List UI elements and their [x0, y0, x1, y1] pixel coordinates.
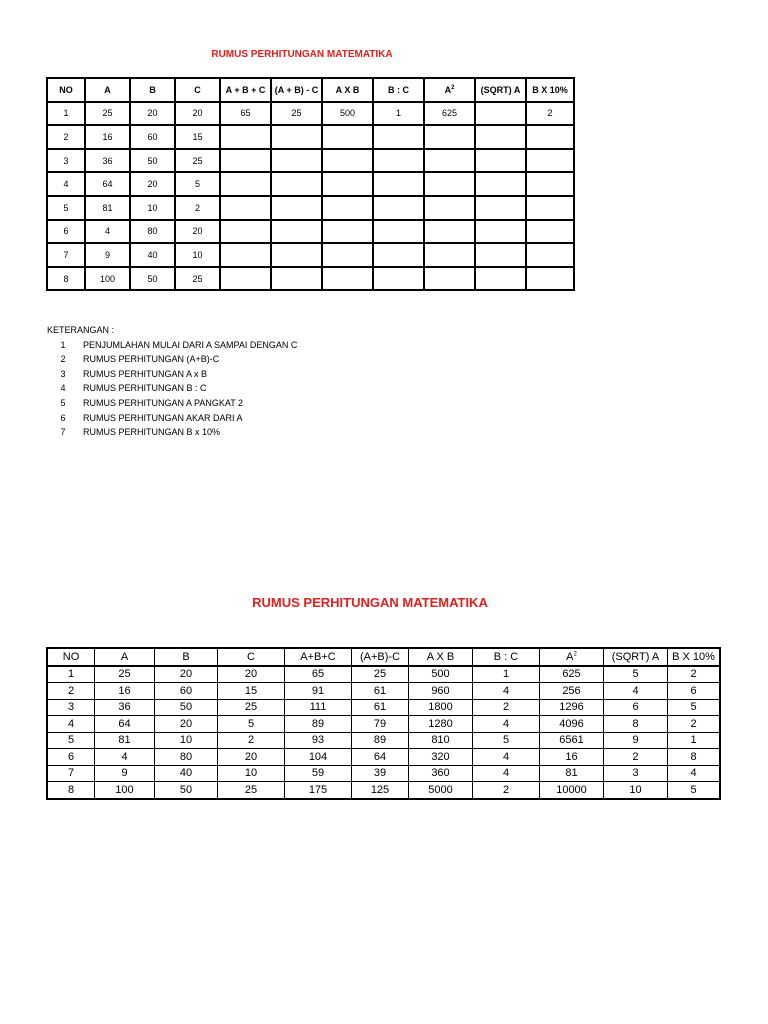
table-cell: [373, 220, 424, 244]
table-row: [47, 149, 574, 173]
table-cell: 5: [47, 196, 85, 220]
table-cell: 64: [352, 749, 409, 766]
table-cell: 10: [155, 732, 218, 749]
table-row: [47, 683, 720, 700]
notes-heading: KETERANGAN :: [47, 325, 115, 335]
table-cell: 1800: [409, 699, 473, 716]
table-row: [47, 699, 720, 716]
table-cell: [526, 220, 574, 244]
table-cell: 5: [473, 732, 540, 749]
table-cell: 89: [285, 716, 352, 733]
table-cell: 125: [352, 782, 409, 799]
table-cell: [526, 267, 574, 291]
table-cell: 175: [285, 782, 352, 799]
table-cell: 2: [668, 716, 721, 733]
table-cell: 5000: [409, 782, 473, 799]
table-cell: 2: [218, 732, 285, 749]
column-header: A: [95, 648, 155, 666]
table-cell: 1280: [409, 716, 473, 733]
table-cell: 104: [285, 749, 352, 766]
table-cell: 65: [220, 102, 271, 126]
table-cell: 25: [218, 699, 285, 716]
table-cell: 20: [155, 666, 218, 683]
table-cell: 4: [604, 683, 668, 700]
list-item-text: RUMUS PERHITUNGAN A x B: [83, 368, 208, 379]
table-row: [47, 196, 574, 220]
table-cell: 8: [668, 749, 721, 766]
table-cell: [322, 220, 373, 244]
table-cell: [271, 267, 322, 291]
table-cell: 25: [175, 149, 220, 173]
table-cell: 111: [285, 699, 352, 716]
table-row: [47, 716, 720, 733]
table-cell: [373, 267, 424, 291]
list-item-number: 3: [60, 368, 66, 379]
table-cell: 25: [175, 267, 220, 291]
column-header: A X B: [409, 648, 473, 666]
table-cell: 625: [540, 666, 604, 683]
table-cell: 40: [155, 765, 218, 782]
table-cell: 6: [47, 749, 95, 766]
table-cell: 10: [604, 782, 668, 799]
table-cell: 810: [409, 732, 473, 749]
column-header: A+B+C: [285, 648, 352, 666]
table-row: [47, 267, 574, 291]
table-cell: [271, 149, 322, 173]
table-cell: [220, 196, 271, 220]
table-cell: 16: [540, 749, 604, 766]
table-cell: [322, 149, 373, 173]
table-cell: 15: [218, 683, 285, 700]
table-cell: 4: [95, 749, 155, 766]
table-cell: 2: [47, 683, 95, 700]
table-cell: 1: [47, 666, 95, 683]
table-cell: 2: [47, 125, 85, 149]
table-cell: 2: [668, 666, 721, 683]
table-cell: 1: [373, 102, 424, 126]
list-item-text: RUMUS PERHITUNGAN (A+B)-C: [83, 354, 220, 365]
table-cell: 100: [95, 782, 155, 799]
column-header: B: [155, 648, 218, 666]
table-cell: [424, 196, 475, 220]
table-cell: 10: [218, 765, 285, 782]
table-cell: 6: [604, 699, 668, 716]
table-cell: 2: [526, 102, 574, 126]
table-cell: 100: [85, 267, 130, 291]
table-cell: 3: [47, 699, 95, 716]
table-cell: 500: [409, 666, 473, 683]
column-header: NO: [47, 648, 95, 666]
table-cell: 81: [95, 732, 155, 749]
table-cell: [373, 196, 424, 220]
column-header: B : C: [473, 648, 540, 666]
table-cell: 4: [473, 765, 540, 782]
table-cell: 5: [668, 782, 721, 799]
table-cell: [475, 267, 526, 291]
table-cell: 61: [352, 699, 409, 716]
column-header: B X 10%: [526, 78, 574, 102]
table-cell: 36: [95, 699, 155, 716]
table-cell: 3: [604, 765, 668, 782]
list-item-text: RUMUS PERHITUNGAN AKAR DARI A: [83, 412, 243, 423]
table-cell: 1: [47, 102, 85, 126]
table-cell: 1: [668, 732, 721, 749]
table-cell: 4096: [540, 716, 604, 733]
column-header: A X B: [322, 78, 373, 102]
table-cell: [322, 243, 373, 267]
table-cell: [475, 196, 526, 220]
table-cell: [271, 125, 322, 149]
table-cell: 2: [175, 196, 220, 220]
table-cell: [424, 125, 475, 149]
table-cell: 2: [473, 782, 540, 799]
table-cell: 79: [352, 716, 409, 733]
table-cell: 625: [424, 102, 475, 126]
table-cell: 25: [352, 666, 409, 683]
table-cell: [322, 172, 373, 196]
table-cell: [322, 267, 373, 291]
table-cell: 50: [155, 699, 218, 716]
list-item: [47, 411, 297, 426]
table-cell: 16: [85, 125, 130, 149]
table-cell: 8: [604, 716, 668, 733]
table-header-row: [47, 78, 574, 102]
list-item: [47, 396, 297, 411]
table-cell: 16: [95, 683, 155, 700]
table-cell: [220, 220, 271, 244]
table-cell: 20: [130, 102, 175, 126]
table-cell: [271, 243, 322, 267]
list-item-number: 6: [60, 412, 66, 423]
table-cell: 40: [130, 243, 175, 267]
table-cell: 6: [668, 683, 721, 700]
table-cell: [526, 125, 574, 149]
table-cell: 5: [604, 666, 668, 683]
table-cell: 93: [285, 732, 352, 749]
table-cell: 80: [155, 749, 218, 766]
table-row: [47, 782, 720, 799]
table-cell: [526, 196, 574, 220]
table-cell: 8: [47, 782, 95, 799]
list-item-text: RUMUS PERHITUNGAN B : C: [83, 383, 207, 394]
table-cell: [424, 243, 475, 267]
column-header: (A+B)-C: [352, 648, 409, 666]
page-title-completed: RUMUS PERHITUNGAN MATEMATIKA: [252, 595, 488, 610]
column-header: B X 10%: [668, 648, 721, 666]
table-cell: 36: [85, 149, 130, 173]
table-cell: [220, 172, 271, 196]
table-cell: [526, 243, 574, 267]
notes-section: [47, 323, 297, 440]
list-item-number: 2: [60, 354, 66, 365]
table-cell: 4: [473, 683, 540, 700]
table-cell: 10: [175, 243, 220, 267]
table-cell: 960: [409, 683, 473, 700]
table-cell: [526, 149, 574, 173]
table-cell: [424, 172, 475, 196]
table-cell: 50: [155, 782, 218, 799]
page-title: RUMUS PERHITUNGAN MATEMATIKA: [211, 49, 393, 60]
table-cell: 2: [473, 699, 540, 716]
table-cell: 80: [130, 220, 175, 244]
table-cell: 5: [668, 699, 721, 716]
table-row: [47, 749, 720, 766]
table-cell: 20: [155, 716, 218, 733]
table-cell: 1296: [540, 699, 604, 716]
table-cell: [424, 267, 475, 291]
table-cell: 25: [271, 102, 322, 126]
table-cell: 64: [95, 716, 155, 733]
formula-table-blank: [46, 77, 575, 291]
table-cell: 4: [47, 172, 85, 196]
table-cell: 89: [352, 732, 409, 749]
table-cell: 4: [668, 765, 721, 782]
list-item-number: 1: [60, 339, 66, 350]
table-cell: 6: [47, 220, 85, 244]
list-item-number: 7: [60, 427, 66, 438]
table-cell: 6561: [540, 732, 604, 749]
table-cell: [373, 243, 424, 267]
table-row: [47, 765, 720, 782]
list-item: [47, 367, 297, 382]
column-header: B : C: [373, 78, 424, 102]
table-cell: 25: [218, 782, 285, 799]
table-cell: 5: [175, 172, 220, 196]
table-cell: 256: [540, 683, 604, 700]
formula-table-completed: [46, 647, 721, 800]
column-header: (SQRT) A: [604, 648, 668, 666]
table-cell: [220, 243, 271, 267]
list-item: [47, 338, 297, 353]
table-cell: 15: [175, 125, 220, 149]
table-cell: [373, 125, 424, 149]
table-cell: 81: [85, 196, 130, 220]
table-cell: 91: [285, 683, 352, 700]
table-cell: 20: [218, 749, 285, 766]
table-cell: 7: [47, 765, 95, 782]
table-cell: 25: [95, 666, 155, 683]
table-cell: 1: [473, 666, 540, 683]
column-header: A: [85, 78, 130, 102]
table-row: [47, 243, 574, 267]
column-header: (A + B) - C: [271, 78, 322, 102]
table-cell: 50: [130, 149, 175, 173]
table-row: [47, 172, 574, 196]
table-cell: 2: [604, 749, 668, 766]
table-cell: [271, 196, 322, 220]
table-cell: 500: [322, 102, 373, 126]
table-cell: [220, 149, 271, 173]
table-row: [47, 125, 574, 149]
table-cell: 64: [85, 172, 130, 196]
list-item-number: 4: [60, 383, 66, 394]
table-cell: [424, 220, 475, 244]
table-cell: 4: [47, 716, 95, 733]
table-cell: 320: [409, 749, 473, 766]
table-row: [47, 220, 574, 244]
table-cell: 10: [130, 196, 175, 220]
list-item-text: RUMUS PERHITUNGAN B x 10%: [83, 427, 221, 438]
table-cell: 81: [540, 765, 604, 782]
table-cell: 10000: [540, 782, 604, 799]
table-cell: 61: [352, 683, 409, 700]
column-header: NO: [47, 78, 85, 102]
table-cell: 20: [175, 220, 220, 244]
table-cell: [475, 149, 526, 173]
table-cell: [475, 102, 526, 126]
list-item-text: RUMUS PERHITUNGAN A PANGKAT 2: [83, 397, 244, 408]
table-cell: [271, 220, 322, 244]
table-cell: 4: [473, 749, 540, 766]
table-cell: [271, 172, 322, 196]
table-header-row: [47, 648, 720, 666]
table-cell: [475, 243, 526, 267]
table-row: [47, 732, 720, 749]
list-item-number: 5: [60, 397, 66, 408]
table-cell: 60: [155, 683, 218, 700]
list-item: [47, 352, 297, 367]
column-header: C: [218, 648, 285, 666]
table-cell: [475, 172, 526, 196]
table-cell: 20: [130, 172, 175, 196]
table-cell: 9: [95, 765, 155, 782]
table-cell: 9: [85, 243, 130, 267]
column-header: (SQRT) A: [475, 78, 526, 102]
table-cell: 5: [218, 716, 285, 733]
table-cell: [322, 196, 373, 220]
column-header: B: [130, 78, 175, 102]
column-header: $A^2$: [424, 78, 475, 102]
table-cell: [526, 172, 574, 196]
column-header: $A^2$: [540, 648, 604, 666]
table-cell: [322, 125, 373, 149]
table-cell: 4: [473, 716, 540, 733]
table-cell: 360: [409, 765, 473, 782]
table-cell: [220, 125, 271, 149]
table-row: [47, 102, 574, 126]
column-header: A + B + C: [220, 78, 271, 102]
table-cell: 7: [47, 243, 85, 267]
table-row: [47, 666, 720, 683]
table-cell: 59: [285, 765, 352, 782]
table-cell: 4: [85, 220, 130, 244]
table-cell: 50: [130, 267, 175, 291]
table-cell: 5: [47, 732, 95, 749]
list-item: [47, 381, 297, 396]
table-cell: [373, 149, 424, 173]
list-item-text: PENJUMLAHAN MULAI DARI A SAMPAI DENGAN C: [83, 339, 298, 350]
table-cell: 25: [85, 102, 130, 126]
column-header: C: [175, 78, 220, 102]
table-cell: 20: [218, 666, 285, 683]
table-cell: [475, 220, 526, 244]
table-cell: 3: [47, 149, 85, 173]
table-cell: [220, 267, 271, 291]
table-cell: [424, 149, 475, 173]
table-cell: [475, 125, 526, 149]
table-cell: 8: [47, 267, 85, 291]
list-item: [47, 425, 297, 440]
table-cell: 60: [130, 125, 175, 149]
table-cell: 20: [175, 102, 220, 126]
table-cell: [373, 172, 424, 196]
table-cell: 65: [285, 666, 352, 683]
table-cell: 39: [352, 765, 409, 782]
table-cell: 9: [604, 732, 668, 749]
